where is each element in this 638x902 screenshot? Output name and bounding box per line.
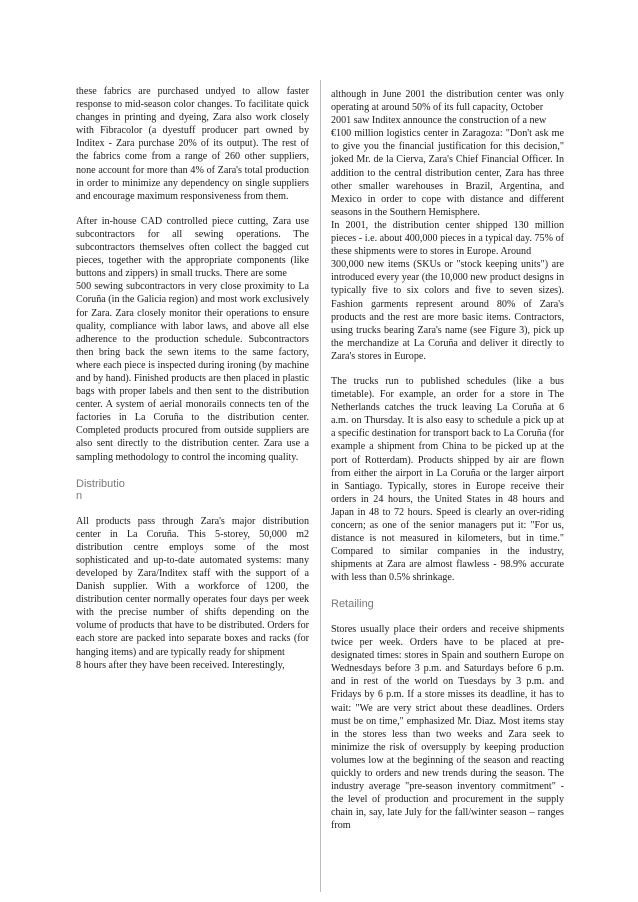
section-heading-retailing: Retailing (331, 598, 374, 611)
paragraph-fabrics: these fabrics are purchased undyed to allow faster response to mid-season color changes. To facilitate quick changes in printing and dyeing, Zara also work closely with Fibracolor (a dyestuff producer part owned by Inditex - Zara purchase 20% of its output). The rest of the fabrics come from a range of 260 other suppliers, none account for more than 4% of Zara's total production in order to minimize any dependency on single suppliers and encourage maximum responsiveness from them. (76, 86, 309, 202)
paragraph-subcontractors: After in-house CAD controlled piece cutting, Zara use subcontractors for all sewing operations. The subcontractors themselves often collect the bagged cut pieces, together with the appropriate components (like buttons and zippers) in small trucks. There are some (76, 215, 309, 280)
paragraph-distribution-center: All products pass through Zara's major distribution center in La Coruña. This 5-storey, 50,000 m2 distribution centre employs some of the most sophisticated and up-to-date automated systems: many developed by Zara/Inditex staff with the support of a Danish supplier. With a workforce of 1200, the distribution center normally operates four days per week with the precise number of shifts depending on the volume of products that have to be distributed. Orders for each store are packed into separate boxes and racks (for hanging items) and are typically ready for shipment (76, 515, 309, 658)
paragraph-sewing: 500 sewing subcontractors in very close proximity to La Coruña (in the Galicia region) and most work exclusively for Zara. Zara closely monitor their operations to ensure quality, compliance with labor laws, and above all else adherence to the production schedule. Subcontractors then bring back the sewn items to the same factory, where each piece is inspected during ironing (by machine and by hand). Finished products are then placed in plastic bags with proper labels and then sent to the distribution center. A system of aerial monorails connects ten of the factories in La Coruña to the distribution center. Completed products procured from outside suppliers are also sent directly to the distribution center. Zara use a sampling methodology to control the incoming quality. (76, 281, 309, 463)
section-heading-distribution: Distribution (76, 477, 125, 503)
left-column (76, 85, 309, 672)
paragraph-store-orders: Stores usually place their orders and receive shipments twice per week. Orders have to be placed at pre-designated times: stores in Spain and southern Europe on Wednesdays before 3 p.m. and Saturdays before 6 p.m. and in rest of the world on Tuesdays by 3 p.m. and Fridays by 6 p.m. If a store misses its deadline, it has to wait: "We are very strict about these deadlines. Orders must be on time," emphasized Mr. Diaz. Most items stay in the stores less than two weeks and Zara seek to minimize the risk of oversupply by keeping production volumes low at the beginning of the season and reacting quickly to orders and new trends during the season. The industry average "pre-season inventory commitment" - the level of production and procurement in the supply chain in, say, late July for the fall/winter season – ranges from (331, 623, 564, 832)
paragraph-shipped-pieces: In 2001, the distribution center shipped 130 million pieces - i.e. about 400,000 pieces in a typical day. 75% of these shipments were to stores in Europe. Around (331, 219, 564, 258)
paragraph-new-items: 300,000 new items (SKUs or "stock keeping units") are introduced every year (the 10,000 new product designs in typically five to six colors and five to seven sizes). Fashion garments represent around 80% of Zara's products and the rest are more basic items. Contractors, using trucks bearing Zara's name (see Figure 3), pick up the merchandize at La Coruña and deliver it directly to Zara's stores in Europe. (331, 259, 564, 362)
right-column (331, 88, 564, 832)
paragraph-zaragoza: €100 million logistics center in Zaragoza: "Don't ask me to give you the financial justification for this decision," joked Mr. de la Cierva, Zara's Chief Financial Officer. In addition to the central distribution center, Zara has three other smaller warehouses in Brazil, Argentina, and Mexico in order to cope with distance and different seasons in the Southern Hemisphere. (331, 128, 564, 218)
paragraph-shipment-hours: 8 hours after they have been received. Interestingly, (76, 659, 285, 671)
column-divider (320, 80, 321, 892)
paragraph-trucks: The trucks run to published schedules (like a bus timetable). For example, an order for a store in The Netherlands catches the truck leaving La Coruña at 6 a.m. on Thursday. It is also easy to schedule a pick up at a specific destination for transport back to La Coruña (for example a shipment from China to be picked up at the port of Rotterdam). Products shipped by air are flown from either the airport in La Coruña or the larger airport in Santiago. Typically, stores in Europe receive their orders in 24 hours, the United States in 48 hours and Japan in 48 to 72 hours. Speed is clearly an over-riding concern; as one of the senior managers put it: "For us, distance is not measured in kilometers, but in time." Compared to similar companies in the industry, shipments at Zara are almost flawless - 98.9% accurate with less than 0.5% shrinkage. (331, 375, 564, 584)
paragraph-announcement: 2001 saw Inditex announce the construction of a new (331, 115, 547, 127)
paragraph-capacity: although in June 2001 the distribution center was only operating at around 50% of its full capacity, October (331, 89, 564, 114)
